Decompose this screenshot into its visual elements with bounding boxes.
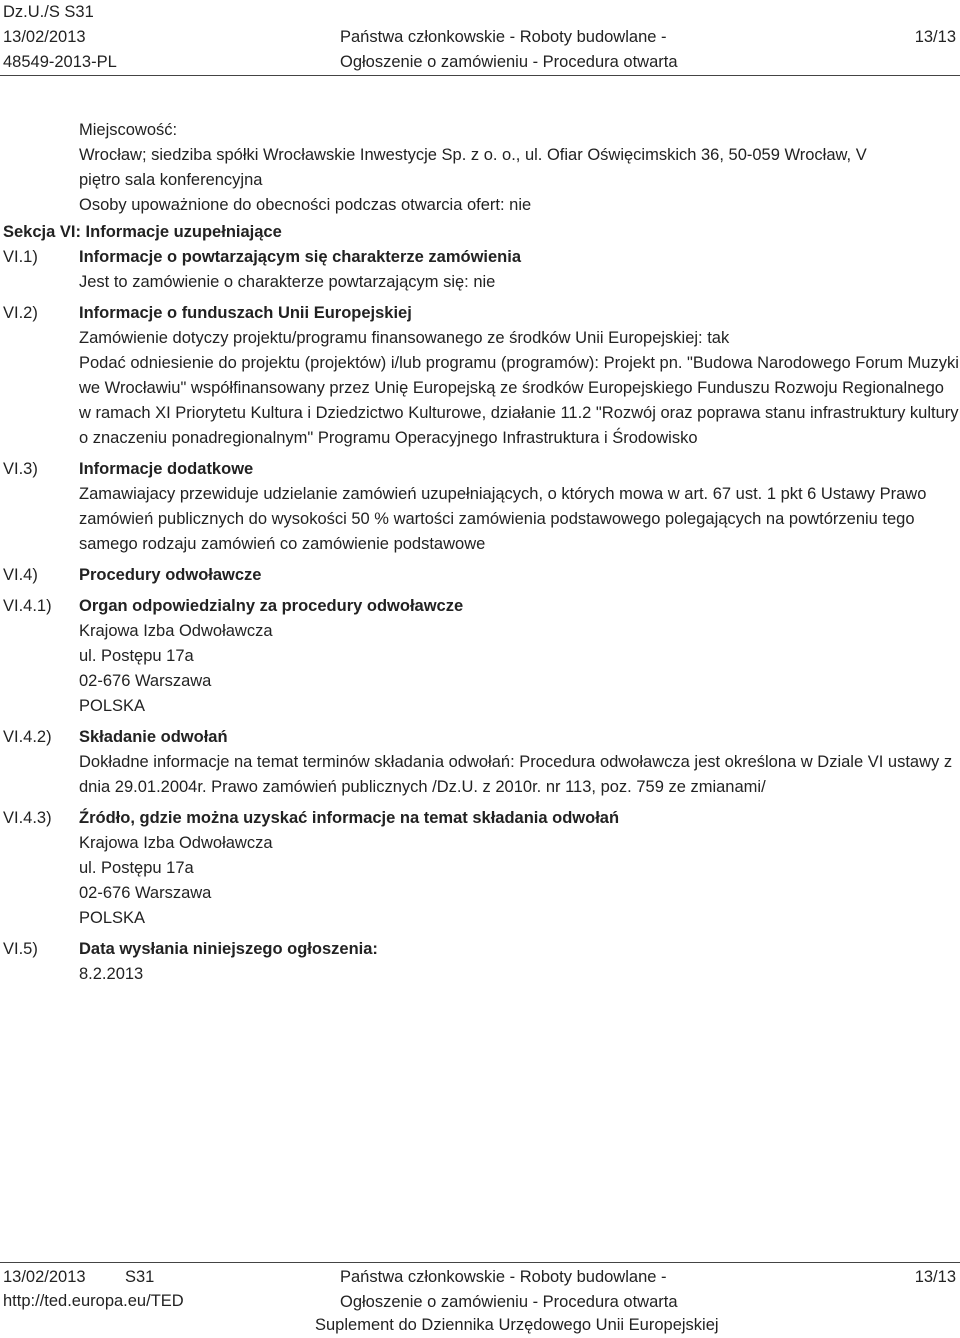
section-vi5	[0, 937, 960, 987]
header-page-number: 13/13	[914, 28, 956, 46]
section-vi41	[0, 594, 960, 719]
header-center	[340, 0, 740, 75]
section-vi2	[0, 301, 960, 451]
vi43-country: POLSKA	[79, 909, 146, 927]
header-subject-2: Ogłoszenie o zamówieniu - Procedura otwarta	[340, 53, 678, 71]
vi42-text: Dokładne informacje na temat terminów składania odwołań: Procedura odwoławcza jest określona w Dziale VI ustawy z dnia 29.01.2004r. Prawo zamówień publicznych /Dz.U. z 2010r. nr 113, poz. 759 ze zmianami/	[79, 753, 953, 796]
persons-present: Osoby upoważnione do obecności podczas otwarcia ofert: nie	[79, 196, 532, 214]
section-vi1	[0, 245, 960, 295]
vi4-title: Procedury odwoławcze	[79, 566, 262, 584]
vi42-title: Składanie odwołań	[79, 728, 228, 746]
document-body	[0, 118, 960, 987]
vi43-number: VI.4.3)	[3, 809, 52, 827]
vi2-line-2: Podać odniesienie do projektu (projektów) i/lub programu (programów): Projekt pn. "Budowa Narodowego Forum Muzyki we Wrocławiu" współfinansowany przez Unię Europejską ze środków Europejskiego Funduszu Rozwoju Regionalnego w ramach XI Priorytetu Kultura i Dziedzictwo Kulturowe, działanie 11.2 "Rozwój oraz poprawa stanu infrastruktury kultury o znaczeniu ponadregionalnym" Programu Operacyjnego Infrastruktura i Środowisko	[79, 354, 959, 447]
header-date: 13/02/2013	[3, 28, 86, 46]
dispatch-date: 8.2.2013	[79, 965, 144, 983]
vi41-number: VI.4.1)	[3, 597, 52, 615]
vi1-number: VI.1)	[3, 248, 38, 266]
vi1-text: Jest to zamówienie o charakterze powtarzającym się: nie	[79, 273, 496, 291]
footer-page-number: 13/13	[914, 1268, 956, 1286]
footer-series: S31	[125, 1268, 155, 1286]
vi41-title: Organ odpowiedzialny za procedury odwoławcze	[79, 597, 464, 615]
vi41-body-name: Krajowa Izba Odwoławcza	[79, 622, 273, 640]
vi2-number: VI.2)	[3, 304, 38, 322]
vi3-title: Informacje dodatkowe	[79, 460, 254, 478]
vi43-title: Źródło, gdzie można uzyskać informacje na temat składania odwołań	[79, 809, 620, 827]
section-vi3	[0, 457, 960, 557]
vi43-body-name: Krajowa Izba Odwoławcza	[79, 834, 273, 852]
vi5-title: Data wysłania niniejszego ogłoszenia:	[79, 940, 378, 958]
section-vi4	[0, 563, 960, 588]
vi2-line-1: Zamówienie dotyczy projektu/programu finansowanego ze środków Unii Europejskiej: tak	[79, 329, 730, 347]
section-vi43	[0, 806, 960, 931]
header-left	[3, 0, 117, 75]
journal-ref: Dz.U./S S31	[3, 3, 94, 21]
footer-center	[340, 1265, 760, 1315]
vi41-city: 02-676 Warszawa	[79, 672, 212, 690]
opening-place	[0, 118, 960, 218]
place-label: Miejscowość:	[79, 121, 178, 139]
notice-number: 48549-2013-PL	[3, 53, 117, 71]
place-line-1: Wrocław; siedziba spółki Wrocławskie Inwestycje Sp. z o. o., ul. Ofiar Oświęcimskich 36, 50-059 Wrocław, V	[79, 146, 867, 164]
section-vi42	[0, 725, 960, 800]
vi3-number: VI.3)	[3, 460, 38, 478]
footer-date: 13/02/2013	[3, 1268, 86, 1286]
vi3-text: Zamawiajacy przewiduje udzielanie zamówień uzupełniających, o których mowa w art. 67 ust. 1 pkt 6 Ustawy Prawo zamówień publicznych do wysokości 50 % wartości zamówienia podstawowego polegających na powtórzeniu tego samego rodzaju zamówień co zamówienie podstawowe	[79, 485, 927, 553]
header-subject-1: Państwa członkowskie - Roboty budowlane -	[340, 28, 667, 46]
footer-subject-2: Ogłoszenie o zamówieniu - Procedura otwarta	[340, 1293, 678, 1311]
place-line-2: piętro sala konferencyjna	[79, 171, 263, 189]
vi41-street: ul. Postępu 17a	[79, 647, 194, 665]
footer-subject-1: Państwa członkowskie - Roboty budowlane -	[340, 1268, 667, 1286]
section-title: Sekcja VI: Informacje uzupełniające	[3, 223, 282, 241]
vi1-title: Informacje o powtarzającym się charakterze zamówienia	[79, 248, 522, 266]
vi43-city: 02-676 Warszawa	[79, 884, 212, 902]
vi2-title: Informacje o funduszach Unii Europejskiej	[79, 304, 412, 322]
page-footer	[0, 1262, 960, 1335]
vi5-number: VI.5)	[3, 940, 38, 958]
vi4-number: VI.4)	[3, 566, 38, 584]
vi43-street: ul. Postępu 17a	[79, 859, 194, 877]
vi42-number: VI.4.2)	[3, 728, 52, 746]
footer-supplement: Suplement do Dziennika Urzędowego Unii Europejskiej	[315, 1316, 719, 1334]
ted-link[interactable]: http://ted.europa.eu/TED	[3, 1292, 184, 1310]
vi41-country: POLSKA	[79, 697, 146, 715]
page-header	[0, 0, 960, 76]
